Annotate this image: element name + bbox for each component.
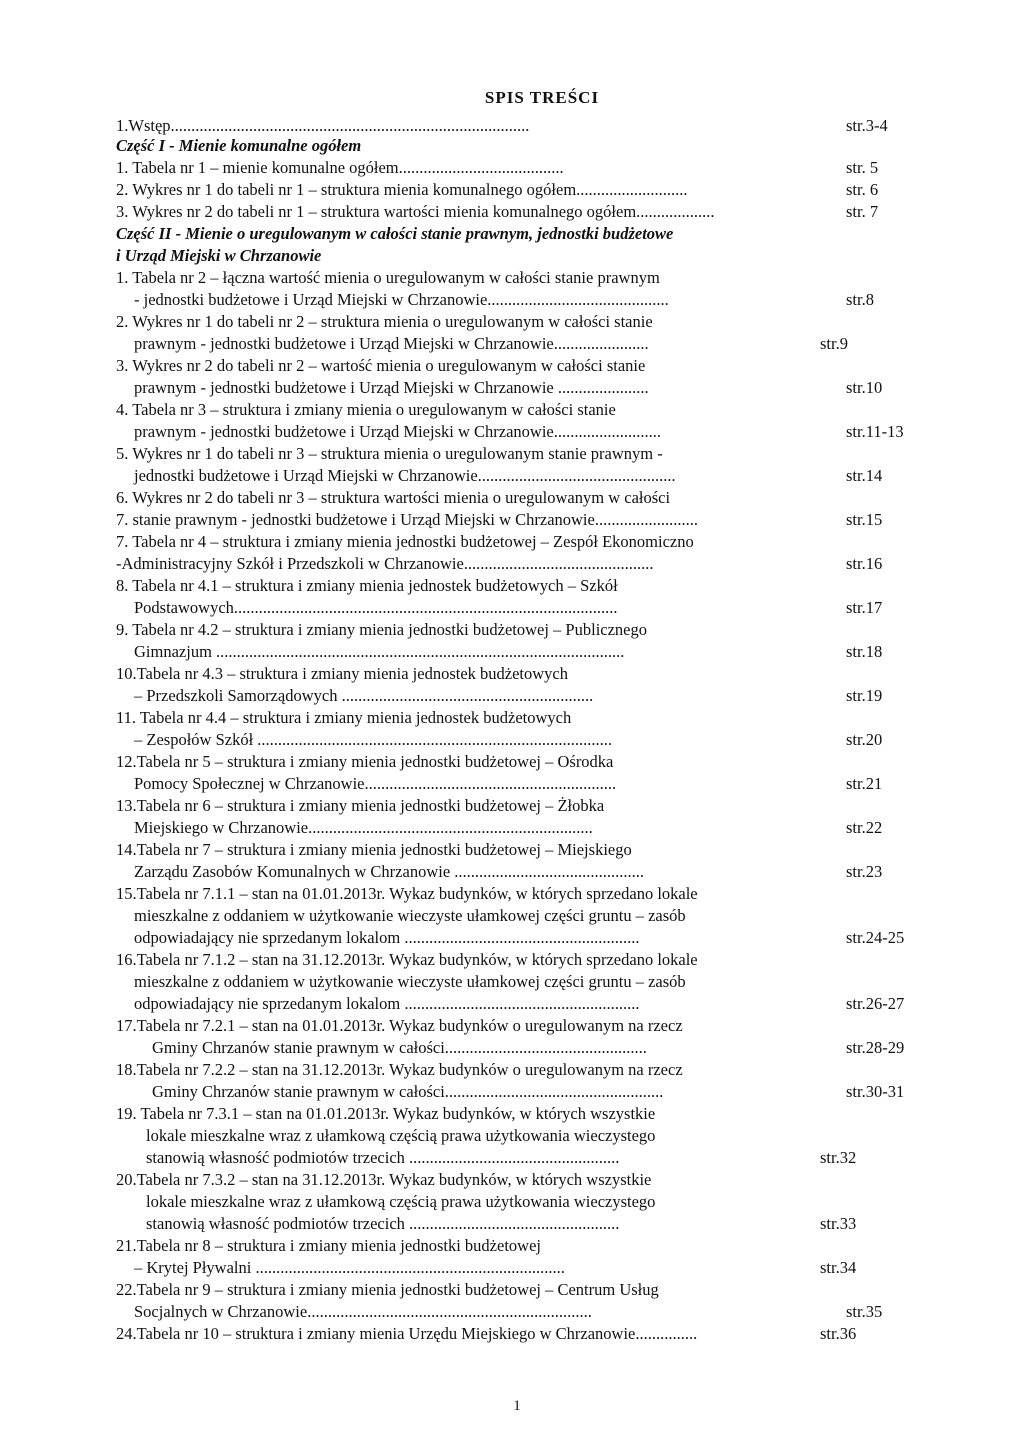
toc-entry-text: 13.Tabela nr 6 – struktura i zmiany mienia jednostki budżetowej – Żłobka — [116, 796, 605, 815]
toc-page-number: str.34 — [820, 1258, 857, 1277]
toc-entry-text: mieszkalne z oddaniem w użytkowanie wieczyste ułamkowej części gruntu – zasób — [134, 972, 686, 991]
toc-page-number: str.30-31 — [846, 1082, 905, 1101]
toc-entry — [116, 116, 529, 136]
toc-page-number: str.32 — [820, 1148, 857, 1167]
toc-entry-text: Gimnazjum ................................................................................................... — [134, 642, 625, 661]
toc-entry-text: 6. Wykres nr 2 do tabeli nr 3 – struktura wartości mienia o uregulowanym w całości — [116, 488, 671, 507]
toc-entry — [146, 1192, 655, 1212]
toc-entry — [116, 1170, 651, 1190]
toc-entry-text: lokale mieszkalne wraz z ułamkową częścią prawa użytkowania wieczystego — [146, 1192, 656, 1211]
toc-entry-text: 5. Wykres nr 1 do tabeli nr 3 – struktura mienia o uregulowanym stanie prawnym - — [116, 444, 663, 463]
toc-entry — [116, 884, 698, 904]
toc-entry — [134, 378, 649, 398]
toc-entry — [146, 1214, 619, 1234]
toc-page-number: str.10 — [846, 378, 883, 397]
toc-entry-text: 19. Tabela nr 7.3.1 – stan na 01.01.2013r. Wykaz budynków, w których wszystkie — [116, 1104, 656, 1123]
toc-entry — [116, 356, 645, 376]
toc-entry — [134, 1302, 592, 1322]
toc-entry-text: 4. Tabela nr 3 – struktura i zmiany mienia o uregulowanym w całości stanie — [116, 400, 616, 419]
toc-entry — [134, 422, 661, 442]
toc-entry — [116, 554, 654, 574]
toc-entry-text: 7. Tabela nr 4 – struktura i zmiany mienia jednostki budżetowej – Zespół Ekonomiczno — [116, 532, 694, 551]
toc-entry — [116, 180, 688, 200]
toc-entry — [116, 950, 698, 970]
toc-entry-text: Podstawowych............................................................................................. — [134, 598, 618, 617]
toc-entry — [134, 972, 686, 992]
toc-entry — [116, 752, 613, 772]
toc-page-number: str. 7 — [846, 202, 879, 221]
toc-page-number: str.33 — [820, 1214, 857, 1233]
toc-entry-text: prawnym - jednostki budżetowe i Urząd Miejski w Chrzanowie.......................... — [134, 422, 661, 441]
toc-entry-text: 1. Tabela nr 2 – łączna wartość mienia o uregulowanym w całości stanie prawnym — [116, 268, 660, 287]
toc-page-number: str.3-4 — [846, 116, 888, 135]
toc-page-number: str.9 — [820, 334, 848, 353]
toc-entry-text: Pomocy Społecznej w Chrzanowie............................................................. — [134, 774, 617, 793]
toc-page-number: str.28-29 — [846, 1038, 905, 1057]
toc-page-number: str. 6 — [846, 180, 879, 199]
toc-entry — [152, 1038, 647, 1058]
toc-entry-text: 3. Wykres nr 2 do tabeli nr 1 – struktura wartości mienia komunalnego ogółem................... — [116, 202, 715, 221]
toc-entry-text: Zarządu Zasobów Komunalnych w Chrzanowie .............................................. — [134, 862, 645, 881]
toc-entry-text: stanowią własność podmiotów trzecich ................................................... — [146, 1214, 620, 1233]
toc-entry-text: 22.Tabela nr 9 – struktura i zmiany mienia jednostki budżetowej – Centrum Usług — [116, 1280, 659, 1299]
toc-page-number: str.16 — [846, 554, 883, 573]
toc-entry-text: – Krytej Pływalni ........................................................................... — [134, 1258, 565, 1277]
toc-entry-text: odpowiadający nie sprzedanym lokalom ......................................................... — [134, 928, 640, 947]
toc-entry — [134, 994, 639, 1014]
toc-page-number: str.17 — [846, 598, 883, 617]
toc-entry — [116, 664, 568, 684]
toc-entry — [116, 1060, 683, 1080]
toc-entry — [116, 1104, 655, 1124]
toc-entry-text: Część I - Mienie komunalne ogółem — [116, 136, 362, 155]
toc-entry-text: 21.Tabela nr 8 – struktura i zmiany mienia jednostki budżetowej — [116, 1236, 541, 1255]
toc-entry — [134, 466, 676, 486]
toc-entry — [116, 1324, 697, 1344]
toc-page-number: str.20 — [846, 730, 883, 749]
toc-entry — [134, 334, 649, 354]
section-heading — [116, 224, 673, 244]
toc-entry-text: 2. Wykres nr 1 do tabeli nr 2 – struktura mienia o uregulowanym w całości stanie — [116, 312, 653, 331]
toc-entry — [116, 202, 715, 222]
toc-page-number: str.18 — [846, 642, 883, 661]
toc-entry-text: 11. Tabela nr 4.4 – struktura i zmiany mienia jednostek budżetowych — [116, 708, 572, 727]
toc-entry — [116, 400, 616, 420]
toc-page-number: str.19 — [846, 686, 883, 705]
toc-entry-text: -Administracyjny Szkół i Przedszkoli w Chrzanowie.............................................. — [116, 554, 654, 573]
toc-entry — [134, 906, 686, 926]
toc-entry — [134, 928, 639, 948]
section-heading — [116, 246, 321, 266]
toc-entry-text: 20.Tabela nr 7.3.2 – stan na 31.12.2013r. Wykaz budynków, w których wszystkie — [116, 1170, 652, 1189]
toc-entry-text: - jednostki budżetowe i Urząd Miejski w Chrzanowie............................................ — [134, 290, 669, 309]
toc-entry-text: Gminy Chrzanów stanie prawnym w całości..................................................... — [152, 1082, 664, 1101]
toc-entry-text: Miejskiego w Chrzanowie..................................................................... — [134, 818, 593, 837]
toc-page-number: str.8 — [846, 290, 874, 309]
toc-entry-text: 10.Tabela nr 4.3 – struktura i zmiany mienia jednostek budżetowych — [116, 664, 569, 683]
toc-entry-text: i Urząd Miejski w Chrzanowie — [116, 246, 322, 265]
toc-entry — [116, 444, 663, 464]
toc-entry — [116, 1236, 541, 1256]
toc-entry — [134, 1258, 565, 1278]
toc-page-number: str.14 — [846, 466, 883, 485]
toc-entry — [116, 488, 670, 508]
toc-entry-text: 17.Tabela nr 7.2.1 – stan na 01.01.2013r. Wykaz budynków o uregulowanym na rzecz — [116, 1016, 683, 1035]
toc-entry — [134, 598, 618, 618]
toc-page-number: str.22 — [846, 818, 883, 837]
toc-entry — [146, 1126, 655, 1146]
toc-entry — [134, 642, 624, 662]
toc-entry — [116, 268, 660, 288]
toc-entry — [116, 1016, 683, 1036]
toc-entry-text: 24.Tabela nr 10 – struktura i zmiany mienia Urzędu Miejskiego w Chrzanowie............... — [116, 1324, 698, 1343]
toc-entry-text: 16.Tabela nr 7.1.2 – stan na 31.12.2013r. Wykaz budynków, w których sprzedano lokale — [116, 950, 698, 969]
toc-entry — [134, 862, 644, 882]
toc-entry-text: Socjalnych w Chrzanowie..................................................................... — [134, 1302, 592, 1321]
toc-entry — [116, 620, 647, 640]
toc-entry-text: 12.Tabela nr 5 – struktura i zmiany mienia jednostki budżetowej – Ośrodka — [116, 752, 614, 771]
toc-entry — [146, 1148, 619, 1168]
toc-page-number: str.26-27 — [846, 994, 905, 1013]
toc-entry-text: Część II - Mienie o uregulowanym w całości stanie prawnym, jednostki budżetowe — [116, 224, 674, 243]
section-heading — [116, 136, 361, 156]
toc-entry — [116, 1280, 659, 1300]
toc-entry — [116, 312, 653, 332]
page-number: 1 — [513, 1398, 521, 1414]
toc-entry-text: lokale mieszkalne wraz z ułamkową częścią prawa użytkowania wieczystego — [146, 1126, 656, 1145]
toc-entry-text: 14.Tabela nr 7 – struktura i zmiany mienia jednostki budżetowej – Miejskiego — [116, 840, 632, 859]
toc-entry — [134, 290, 669, 310]
toc-entry — [134, 730, 612, 750]
toc-entry-text: 7. stanie prawnym - jednostki budżetowe i Urząd Miejski w Chrzanowie......................... — [116, 510, 698, 529]
toc-entry — [116, 510, 698, 530]
toc-page-number: str.35 — [846, 1302, 883, 1321]
toc-entry-text: 18.Tabela nr 7.2.2 – stan na 31.12.2013r. Wykaz budynków o uregulowanym na rzecz — [116, 1060, 683, 1079]
toc-entry-text: jednostki budżetowe i Urząd Miejski w Chrzanowie................................................ — [134, 466, 676, 485]
toc-entry-text: 15.Tabela nr 7.1.1 – stan na 01.01.2013r. Wykaz budynków, w których sprzedano lokale — [116, 884, 698, 903]
toc-entry — [134, 818, 593, 838]
toc-entry-text: – Przedszkoli Samorządowych ............................................................. — [134, 686, 594, 705]
toc-entry — [116, 708, 571, 728]
toc-entry-text: 8. Tabela nr 4.1 – struktura i zmiany mienia jednostek budżetowych – Szkół — [116, 576, 618, 595]
toc-entry-text: prawnym - jednostki budżetowe i Urząd Miejski w Chrzanowie ...................... — [134, 378, 649, 397]
toc-entry — [152, 1082, 663, 1102]
toc-entry-text: prawnym - jednostki budżetowe i Urząd Miejski w Chrzanowie....................... — [134, 334, 649, 353]
toc-page-number: str. 5 — [846, 158, 879, 177]
toc-page-number: str.11-13 — [846, 422, 904, 441]
toc-entry — [116, 840, 632, 860]
toc-entry-text: odpowiadający nie sprzedanym lokalom ......................................................... — [134, 994, 640, 1013]
page-title: SPIS TREŚCI — [484, 88, 600, 107]
toc-entry-text: 2. Wykres nr 1 do tabeli nr 1 – struktura mienia komunalnego ogółem........................... — [116, 180, 688, 199]
toc-entry-text: 3. Wykres nr 2 do tabeli nr 2 – wartość mienia o uregulowanym w całości stanie — [116, 356, 646, 375]
toc-entry-text: 1.Wstęp....................................................................................... — [116, 116, 530, 135]
toc-entry-text: stanowią własność podmiotów trzecich ................................................... — [146, 1148, 620, 1167]
toc-page-number: str.15 — [846, 510, 883, 529]
toc-entry-text: Gminy Chrzanów stanie prawnym w całości................................................. — [152, 1038, 647, 1057]
toc-entry-text: 9. Tabela nr 4.2 – struktura i zmiany mienia jednostki budżetowej – Publicznego — [116, 620, 647, 639]
toc-entry — [116, 158, 564, 178]
toc-entry — [116, 796, 604, 816]
toc-entry-text: – Zespołów Szkół ...................................................................................... — [134, 730, 613, 749]
toc-entry — [134, 774, 616, 794]
toc-entry-text: mieszkalne z oddaniem w użytkowanie wieczyste ułamkowej części gruntu – zasób — [134, 906, 686, 925]
toc-page-number: str.23 — [846, 862, 883, 881]
toc-page-number: str.21 — [846, 774, 883, 793]
toc-entry — [116, 576, 618, 596]
toc-entry — [116, 532, 694, 552]
toc-entry — [134, 686, 593, 706]
toc-entry-text: 1. Tabela nr 1 – mienie komunalne ogółem........................................ — [116, 158, 564, 177]
toc-page-number: str.24-25 — [846, 928, 905, 947]
toc-page-number: str.36 — [820, 1324, 857, 1343]
